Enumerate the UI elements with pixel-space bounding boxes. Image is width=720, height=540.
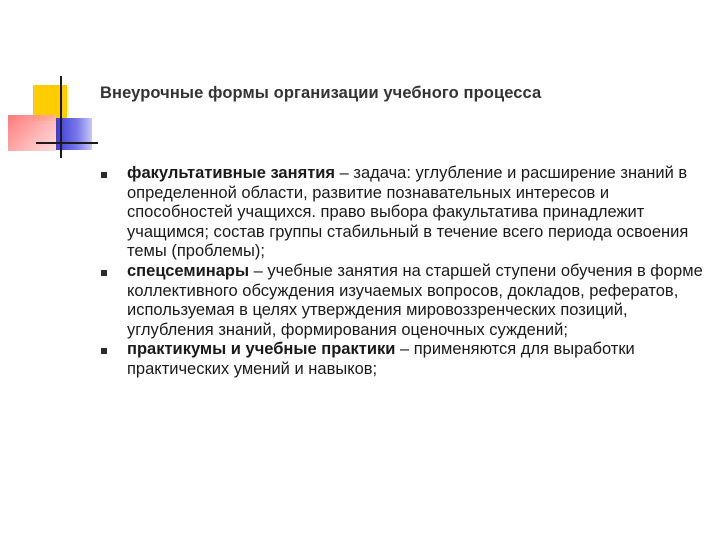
bullet-square-icon — [101, 348, 107, 354]
decor-horizontal-line — [36, 142, 98, 144]
bullet-square-icon — [101, 270, 107, 276]
item-term: факультативные занятия — [127, 164, 336, 182]
list-item — [96, 164, 706, 262]
list-item — [96, 262, 706, 340]
item-term: практикумы и учебные практики — [127, 340, 396, 359]
slide-title: Внеурочные формы организации учебного процесса — [100, 84, 542, 102]
decor-pink-square — [8, 115, 56, 151]
item-text: – применяются для выработки практических умений и навыков; — [127, 340, 635, 378]
list-item — [96, 340, 706, 379]
item-text: – учебные занятия на старшей ступени обучения в форме коллективного обсуждения изучаемых вопросов, докладов, рефератов, используемая в целях утверждения мировоззренческих позиций, углубления знаний, формирования оценочных суждений; — [127, 261, 703, 339]
decor-vertical-line — [60, 76, 62, 158]
item-text: – задача: углубление и расширение знаний в определенной области, развитие познавательных интересов и способностей учащихся. право выбора факультатива принадлежит учащимся; состав группы стабильный в течение всего периода освоения темы (проблемы); — [127, 164, 689, 261]
bullet-list — [96, 164, 706, 380]
bullet-square-icon — [101, 172, 107, 178]
item-term: спецсеминары — [127, 261, 250, 280]
